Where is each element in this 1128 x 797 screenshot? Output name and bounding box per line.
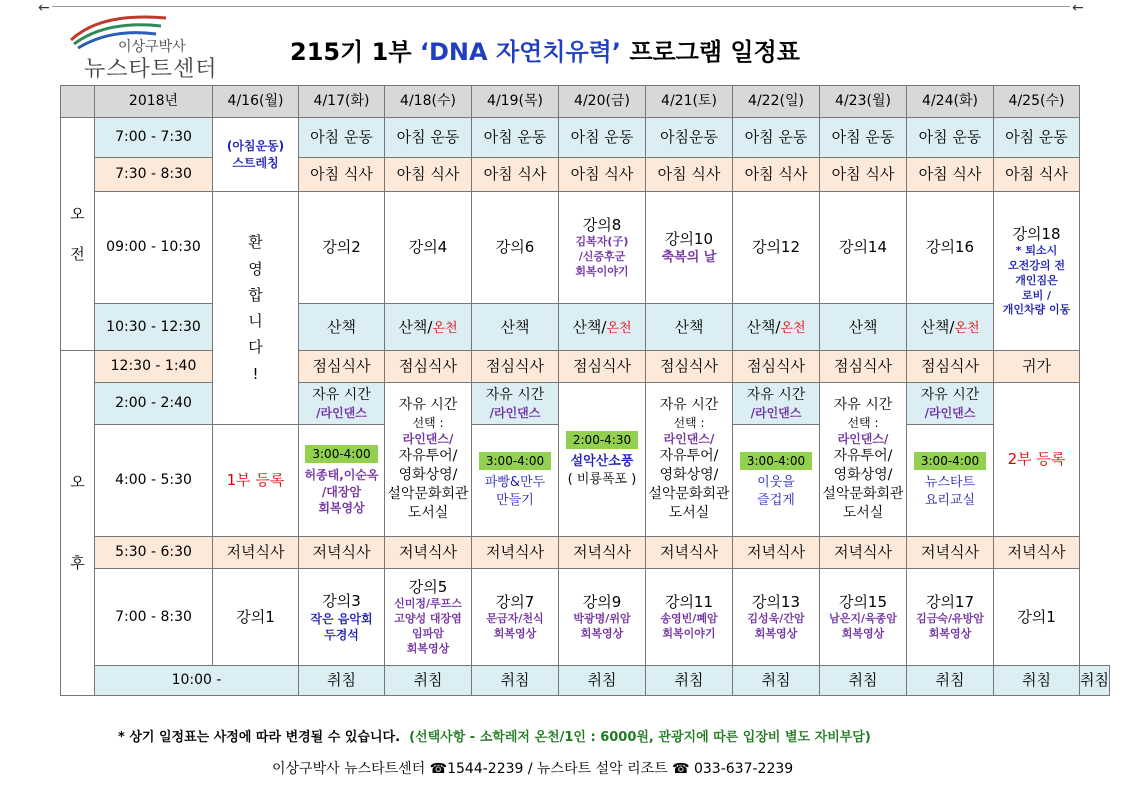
register-1-cell: 1부 등록 [213,425,299,537]
table-row [61,666,1110,696]
walk-cell: 산책/온천 [907,304,994,351]
lecture-cell: 강의17 김금숙/유방암 회복영상 [907,569,994,666]
schedule-cell: 취침 [907,666,994,696]
schedule-cell: 점심식사 [385,351,472,383]
free-choice-cell: 자유 시간 선택 : 라인댄스/ 자유투어/ 영화상영/ 설악문화회관 도서실 [646,383,733,537]
lecture-cell: 강의14 [820,192,907,304]
schedule-cell: 점심식사 [472,351,559,383]
afternoon-cell: 3:00-4:00 이웃을 즐겁게 [733,425,820,537]
walk-cell: 산책 [299,304,385,351]
lecture-cell: 강의8 김복자(子) /신증후군 회복이야기 [559,192,646,304]
schedule-cell: 점심식사 [299,351,385,383]
title-part1: 215기 1부 [290,38,420,66]
schedule-cell: 아침 식사 [994,158,1080,192]
free-time-cell: 자유 시간 /라인댄스 [299,383,385,425]
schedule-cell: 아침 운동 [907,118,994,158]
walk-cell: 산책/온천 [385,304,472,351]
header-date: 4/22(일) [733,86,820,118]
schedule-cell: 저녁식사 [907,537,994,569]
schedule-cell: 점심식사 [646,351,733,383]
schedule-cell: 아침 운동 [733,118,820,158]
footnote-option: (선택사항 - 소학레저 온천/1인 : 6000원, 관광지에 따른 입장비 별도 자비부담) [409,730,871,745]
lecture-cell: 강의1 [994,569,1080,666]
schedule-cell: 아침 식사 [472,158,559,192]
free-time-cell: 자유 시간 /라인댄스 [472,383,559,425]
schedule-cell: 취침 [559,666,646,696]
afternoon-cell: 3:00-4:00 뉴스타트 요리교실 [907,425,994,537]
schedule-cell: 저녁식사 [994,537,1080,569]
time-cell: 09:00 - 10:30 [95,192,213,304]
schedule-cell: 아침 식사 [559,158,646,192]
schedule-cell: 취침 [1080,666,1110,696]
lecture-cell: 강의18 * 퇴소시 오전강의 전 개인짐은 로비 / 개인차량 이동 [994,192,1080,351]
schedule-cell: 취침 [994,666,1080,696]
walk-cell: 산책/온천 [559,304,646,351]
lecture-cell: 강의12 [733,192,820,304]
lecture-cell: 강의2 [299,192,385,304]
schedule-cell: 아침운동 [646,118,733,158]
lecture-cell: 강의10 축복의 날 [646,192,733,304]
free-time-cell: 자유 시간 /라인댄스 [907,383,994,425]
logo [66,10,246,80]
afternoon-cell: 3:00-4:00 허종태,이순옥 /대장암 회복영상 [299,425,385,537]
header-corner [61,86,95,118]
header-date: 4/18(수) [385,86,472,118]
header-row [61,86,1110,118]
time-cell: 10:00 - [95,666,299,696]
schedule-cell: 아침 식사 [646,158,733,192]
header-date: 4/24(화) [907,86,994,118]
lecture-cell: 강의15 남은지/육종암 회복영상 [820,569,907,666]
schedule-cell: 취침 [733,666,820,696]
lecture-cell: 강의9 박광명/위암 회복영상 [559,569,646,666]
logo-text-line1: 이상구박사 [118,39,186,55]
title-program-name: ‘DNA 자연치유력’ [419,38,621,66]
time-cell: 7:00 - 8:30 [95,569,213,666]
schedule-cell: 아침 운동 [472,118,559,158]
schedule-cell: 아침 식사 [385,158,472,192]
corner-arrow-right-icon: ← [1072,0,1084,16]
lecture-cell: 강의11 송영빈/폐암 회복이야기 [646,569,733,666]
schedule-cell: 취침 [472,666,559,696]
period-pm: 오 후 [61,351,95,696]
free-choice-cell: 자유 시간 선택 : 라인댄스/ 자유투어/ 영화상영/ 설악문화회관 도서실 [385,383,472,537]
schedule-cell: 저녁식사 [299,537,385,569]
schedule-cell: 아침 식사 [733,158,820,192]
schedule-cell: 점심식사 [733,351,820,383]
schedule-cell: 점심식사 [559,351,646,383]
register-2-cell: 2부 등록 [994,383,1080,537]
schedule-cell: 저녁식사 [646,537,733,569]
walk-cell: 산책 [646,304,733,351]
schedule-cell: 아침 식사 [299,158,385,192]
schedule-cell: 점심식사 [907,351,994,383]
title-part3: 프로그램 일정표 [620,38,800,66]
schedule-cell: 취침 [646,666,733,696]
time-cell: 7:00 - 7:30 [95,118,213,158]
walk-cell: 산책/온천 [733,304,820,351]
schedule-cell: 아침 운동 [299,118,385,158]
header-date: 4/21(토) [646,86,733,118]
free-choice-cell: 자유 시간 선택 : 라인댄스/ 자유투어/ 영화상영/ 설악문화회관 도서실 [820,383,907,537]
time-badge: 2:00-4:30 [566,431,638,449]
schedule-cell: 아침 운동 [385,118,472,158]
walk-cell: 산책 [472,304,559,351]
time-badge: 3:00-4:00 [740,452,812,470]
time-cell: 4:00 - 5:30 [95,425,213,537]
table-row [61,569,1110,666]
lecture-cell: 강의5 신미정/루프스 고양성 대장염 임파암 회복영상 [385,569,472,666]
schedule-cell: 취침 [299,666,385,696]
schedule-cell: 저녁식사 [385,537,472,569]
lecture-cell: 강의1 [213,569,299,666]
schedule-cell: 아침 식사 [820,158,907,192]
table-row [61,118,1110,158]
schedule-table [60,85,1110,696]
lecture-cell: 강의16 [907,192,994,304]
lecture-cell: 강의4 [385,192,472,304]
header-date: 4/20(금) [559,86,646,118]
d16-morning: (아침운동) 스트레칭 [213,118,299,192]
lecture-cell: 강의3 작은 음악회 두경석 [299,569,385,666]
time-badge: 3:00-4:00 [305,445,377,463]
schedule-cell: 저녁식사 [733,537,820,569]
time-cell: 2:00 - 2:40 [95,383,213,425]
free-time-cell: 자유 시간 /라인댄스 [733,383,820,425]
schedule-cell: 취침 [820,666,907,696]
footnote [118,726,871,745]
schedule-cell: 아침 운동 [820,118,907,158]
footnote-main: * 상기 일정표는 사정에 따라 변경될 수 있습니다. [118,730,401,745]
header-year: 2018년 [95,86,213,118]
top-border-line [52,6,1070,7]
afternoon-cell: 3:00-4:00 파빵&만두 만들기 [472,425,559,537]
table-row [61,192,1110,304]
schedule-cell: 저녁식사 [820,537,907,569]
time-cell: 10:30 - 12:30 [95,304,213,351]
time-cell: 7:30 - 8:30 [95,158,213,192]
header-date: 4/17(화) [299,86,385,118]
logo-text-line2: 뉴스타트센터 [84,57,218,82]
schedule-cell: 저녁식사 [472,537,559,569]
time-cell: 5:30 - 6:30 [95,537,213,569]
schedule-cell: 저녁식사 [559,537,646,569]
lecture-cell: 강의13 김성욱/간암 회복영상 [733,569,820,666]
header-date: 4/16(월) [213,86,299,118]
contact-info: 이상구박사 뉴스타트센터 ☎1544-2239 / 뉴스타트 설악 리조트 ☎ 033-637-2239 [272,761,794,777]
schedule-cell: 귀가 [994,351,1080,383]
table-row [61,537,1110,569]
period-am: 오 전 [61,118,95,351]
walk-cell: 산책 [820,304,907,351]
page-title [290,32,800,67]
afternoon-cell: 2:00-4:30 설악산소풍 ( 비룡폭포 ) [559,383,646,537]
header-date: 4/25(수) [994,86,1080,118]
d16-welcome: 환 영 합 니 다 ! [213,192,299,425]
time-badge: 3:00-4:00 [914,452,986,470]
schedule-cell: 점심식사 [820,351,907,383]
time-badge: 3:00-4:00 [479,452,551,470]
header-date: 4/23(월) [820,86,907,118]
schedule-cell: 저녁식사 [213,537,299,569]
schedule-cell: 아침 운동 [559,118,646,158]
header-date: 4/19(목) [472,86,559,118]
lecture-cell: 강의7 문금자/천식 회복영상 [472,569,559,666]
schedule-cell: 아침 식사 [907,158,994,192]
lecture-cell: 강의6 [472,192,559,304]
time-cell: 12:30 - 1:40 [95,351,213,383]
schedule-cell: 아침 운동 [994,118,1080,158]
corner-arrow-left-icon: ← [38,0,50,16]
schedule-cell: 취침 [385,666,472,696]
